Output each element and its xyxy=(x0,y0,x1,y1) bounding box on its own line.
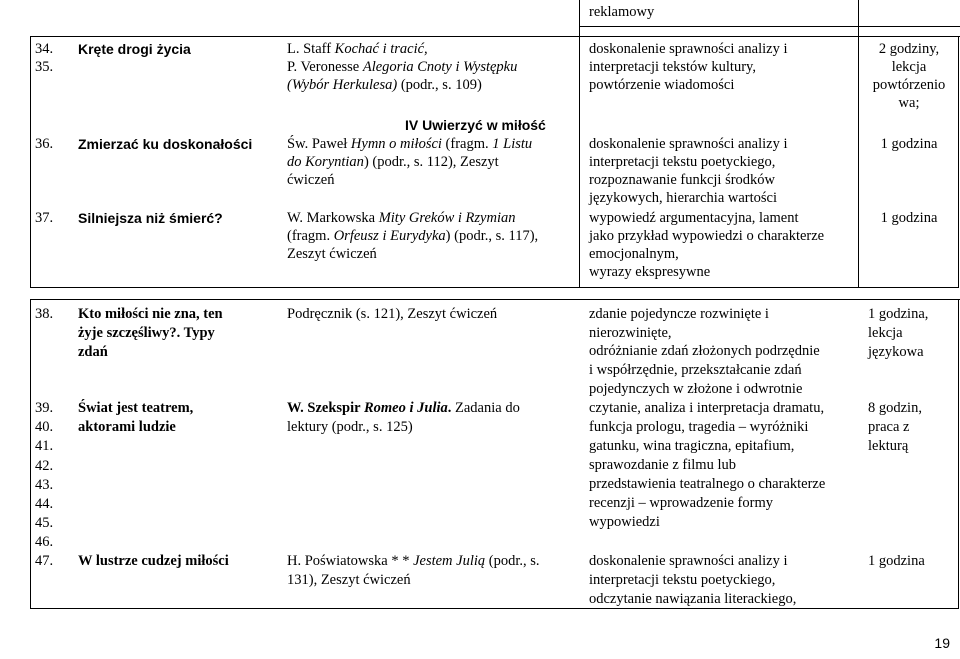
goal-line: sprawozdanie z filmu lub xyxy=(589,457,736,473)
row-number: 36. xyxy=(35,136,54,152)
section-title: IV Uwierzyć w miłość xyxy=(405,117,546,133)
text-line: Św. Paweł Hymn o miłości (fragm. 1 Listu xyxy=(287,136,533,152)
lesson-title: W lustrze cudzej miłości xyxy=(78,553,229,569)
grid-line xyxy=(30,299,31,609)
grid-line xyxy=(958,299,959,609)
grid-line xyxy=(30,36,31,287)
hours-line: lekcja xyxy=(868,325,903,341)
grid-line xyxy=(30,608,959,609)
hours-line: 1 godzina xyxy=(880,136,938,152)
goal-line: odczytanie nawiązania literackiego, xyxy=(589,591,797,607)
grid-line xyxy=(30,287,959,288)
goal-line: interpretacji tekstów kultury, xyxy=(589,59,756,75)
hours-line: językowa xyxy=(868,344,924,360)
goal-line: pojedynczych w złożone i odwrotnie xyxy=(589,381,803,397)
goal-line: zdanie pojedyncze rozwinięte i xyxy=(589,306,769,322)
text-line: Zeszyt ćwiczeń xyxy=(287,246,377,262)
text-line: L. Staff Kochać i tracić, xyxy=(287,41,428,57)
row-number: 41. xyxy=(35,438,54,454)
row-number: 42. xyxy=(35,458,54,474)
text-line: H. Poświatowska * * Jestem Julią (podr., s. xyxy=(287,553,540,569)
row-number: 46. xyxy=(35,534,54,550)
goal-line: wypowiedź argumentacyjna, lament xyxy=(589,210,799,226)
goal-line: interpretacji tekstu poetyckiego, xyxy=(589,154,776,170)
goal-line: wyrazy ekspresywne xyxy=(589,264,711,280)
goal-line: i współrzędnie, przekształcanie zdań xyxy=(589,362,802,378)
row-number: 35. xyxy=(35,59,54,75)
hours-line: lekturą xyxy=(868,438,909,454)
goal-line: doskonalenie sprawności analizy i xyxy=(589,41,788,57)
goal-line: przedstawienia teatralnego o charakterze xyxy=(589,476,826,492)
goal-line: doskonalenie sprawności analizy i xyxy=(589,553,788,569)
hours-line: wa; xyxy=(898,95,920,111)
text-line: W. Szekspir Romeo i Julia. Zadania do xyxy=(287,400,520,416)
goal-line: czytanie, analiza i interpretacja dramatu, xyxy=(589,400,825,416)
text-line: lektury (podr., s. 125) xyxy=(287,419,413,435)
lesson-title: Kto miłości nie zna, ten xyxy=(78,306,223,322)
goal-line: interpretacji tekstu poetyckiego, xyxy=(589,572,776,588)
hours-line: 8 godzin, xyxy=(868,400,922,416)
lesson-title: Świat jest teatrem, xyxy=(78,400,194,416)
row-number: 44. xyxy=(35,496,54,512)
lesson-title: Silniejsza niż śmierć? xyxy=(78,210,223,226)
grid-line xyxy=(30,299,960,300)
row-number: 39. xyxy=(35,400,54,416)
text-line: (fragm. Orfeusz i Eurydyka) (podr., s. 117), xyxy=(287,228,539,244)
text-line: do Koryntian) (podr., s. 112), Zeszyt xyxy=(287,154,499,170)
text-line: ćwiczeń xyxy=(287,172,335,188)
goal-line: emocjonalnym, xyxy=(589,246,679,262)
row-number: 37. xyxy=(35,210,54,226)
text-line: P. Veronesse Alegoria Cnoty i Występku xyxy=(287,59,518,75)
lesson-title: aktorami ludzie xyxy=(78,419,176,435)
text-line: W. Markowska Mity Greków i Rzymian xyxy=(287,210,516,226)
hours-line: powtórzenio xyxy=(872,77,946,93)
row-number: 43. xyxy=(35,477,54,493)
row-number: 45. xyxy=(35,515,54,531)
text-line: (Wybór Herkulesa) (podr., s. 109) xyxy=(287,77,482,93)
cell-reklamowy: reklamowy xyxy=(589,4,655,20)
goal-line: funkcja prologu, tragedia – wyróżniki xyxy=(589,419,809,435)
goal-line: wypowiedzi xyxy=(589,514,660,530)
row-number: 38. xyxy=(35,306,54,322)
lesson-title: Kręte drogi życia xyxy=(78,41,191,57)
text-line: 131), Zeszyt ćwiczeń xyxy=(287,572,411,588)
hours-line: 1 godzina, xyxy=(868,306,929,322)
goal-line: odróżnianie zdań złożonych podrzędnie xyxy=(589,343,820,359)
goal-line: doskonalenie sprawności analizy i xyxy=(589,136,788,152)
goal-line: gatunku, wina tragiczna, epitafium, xyxy=(589,438,795,454)
hours-line: praca z xyxy=(868,419,910,435)
goal-line: powtórzenie wiadomości xyxy=(589,77,735,93)
goal-line: językowych, hierarchia wartości xyxy=(589,190,778,206)
lesson-title: Zmierzać ku doskonałości xyxy=(78,136,253,152)
hours-line: 2 godziny, xyxy=(878,41,940,57)
row-number: 47. xyxy=(35,553,54,569)
lesson-title: zdań xyxy=(78,344,108,360)
text-line: Podręcznik (s. 121), Zeszyt ćwiczeń xyxy=(287,306,498,322)
hours-line: lekcja xyxy=(891,59,927,75)
row-number: 34. xyxy=(35,41,54,57)
goal-line: jako przykład wypowiedzi o charakterze xyxy=(589,228,825,244)
grid-line xyxy=(579,0,580,287)
goal-line: rozpoznawanie funkcji środków xyxy=(589,172,776,188)
page-number: 19 xyxy=(934,635,950,651)
goal-line: recenzji – wprowadzenie formy xyxy=(589,495,773,511)
goal-line: nierozwinięte, xyxy=(589,325,672,341)
grid-line xyxy=(30,36,960,37)
hours-line: 1 godzina xyxy=(880,210,938,226)
grid-line xyxy=(579,26,960,27)
row-number: 40. xyxy=(35,419,54,435)
lesson-title: żyje szczęśliwy?. Typy xyxy=(78,325,215,341)
hours-line: 1 godzina xyxy=(868,553,925,569)
